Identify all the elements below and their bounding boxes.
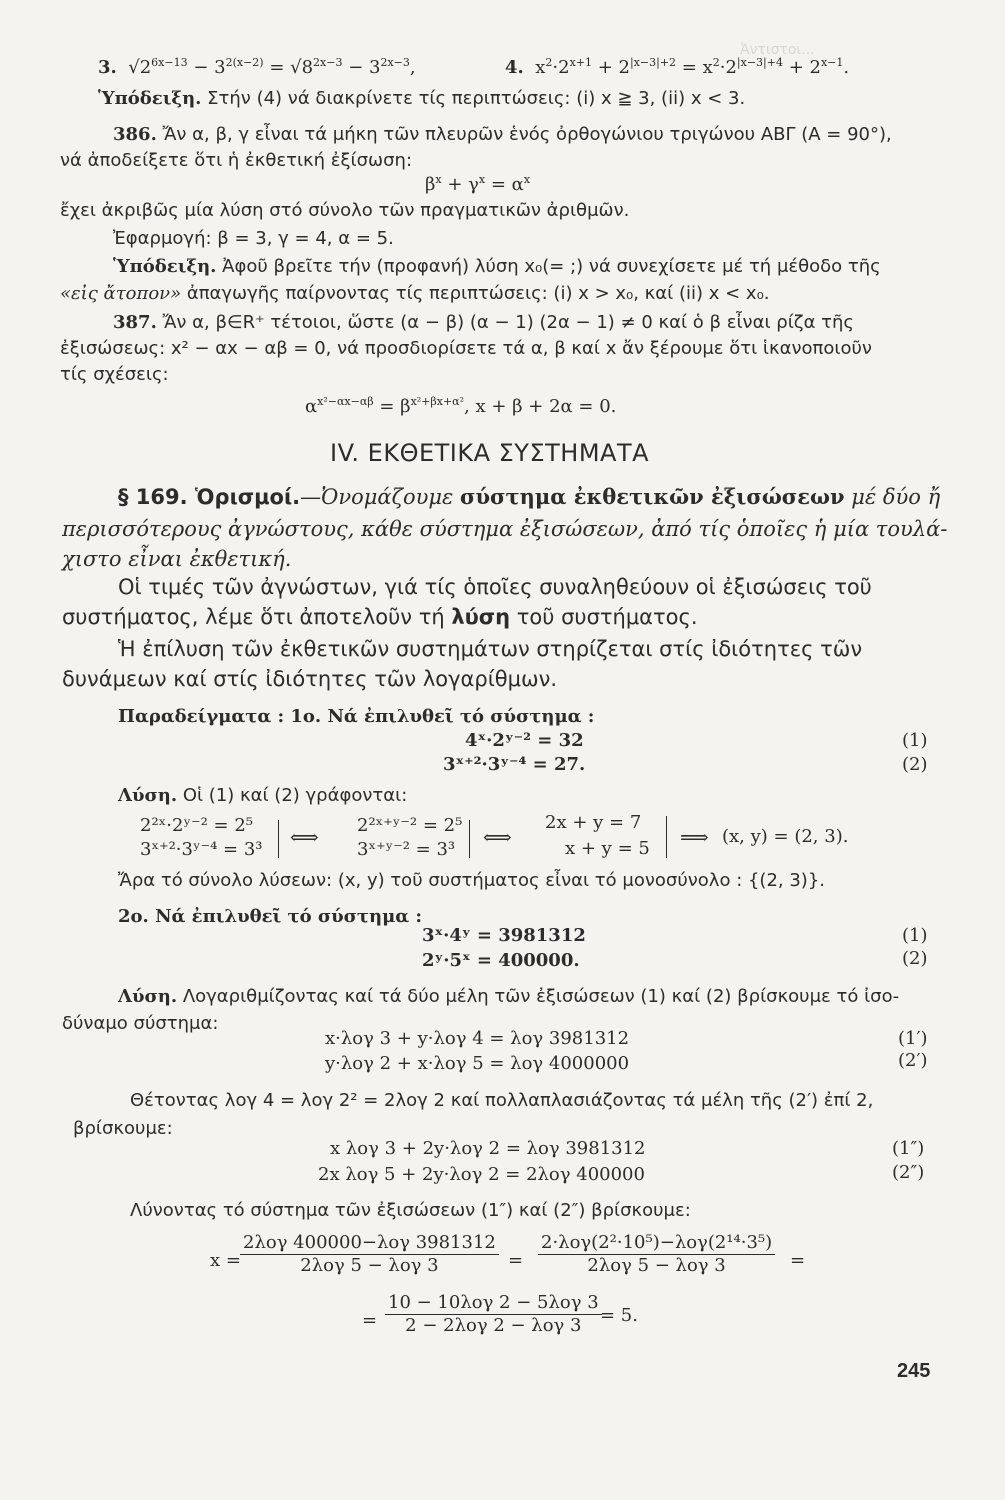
example-1-step2a: 2²ˣ⁺ʸ⁻² = 2⁵ xyxy=(357,815,463,836)
example-2-log-eq2-tag: (2′) xyxy=(898,1050,928,1071)
example-1-step2b: 3ˣ⁺ʸ⁻² = 3³ xyxy=(357,839,456,860)
section-169-def-line2: περισσότερους ἀγνώστους, κάθε σύστημα ἐξισώσεων, ἀπό τίς ὁποῖες ἡ μία τουλά- xyxy=(62,517,948,541)
problem-386: 386. Ἄν α, β, γ εἶναι τά μήκη τῶν πλευρῶν ἑνός ὀρθογώνιου τριγώνου ΑΒΓ (Α = 90°), xyxy=(113,124,892,145)
example-1-step3a: 2x + y = 7 xyxy=(545,812,642,833)
example-2-eq2-tag: (2) xyxy=(902,948,928,969)
iff-arrow: ⟺ xyxy=(290,825,319,849)
example-2-eq1-tag: (1) xyxy=(902,925,928,946)
iff-arrow: ⟺ xyxy=(483,825,512,849)
example-1-eq2-tag: (2) xyxy=(902,754,928,775)
example-2-mult-eq1-tag: (1″) xyxy=(892,1138,925,1159)
example-2-eq2: 2ʸ·5ˣ = 400000. xyxy=(422,950,580,971)
example-1-conclusion: Ἄρα τό σύνολο λύσεων: (x, y) τοῦ συστήματος εἶναι τό μονοσύνολο : {(2, 3)}. xyxy=(118,870,825,891)
right-brace xyxy=(272,820,279,858)
fraction-3: $\frac{\text{10 − 10λογ 2 − 5λογ 3}}{\text{2 − 2λογ 2 − λογ 3}}$ xyxy=(385,1292,602,1337)
equals-sign: = xyxy=(362,1310,378,1331)
exercise-4: 4. $x^2\cdot 2^{x+1} + 2^{|x-3|+2} = x^2\cdot 2^{|x-3|+4} + 2^{x-1}$. xyxy=(505,56,850,78)
problem-386-hint: Ὑπόδειξη. Ἀφοῦ βρεῖτε τήν (προφανή) λύση x₀(= ;) νά συνεχίσετε μέ τή μέθοδο τῆς xyxy=(113,256,881,277)
example-2-mult-eq2-tag: (2″) xyxy=(892,1162,925,1183)
example-1-step1b: 3ˣ⁺²·3ʸ⁻⁴ = 3³ xyxy=(140,839,263,860)
section-169-para1: Οἱ τιμές τῶν ἀγνώστων, γιά τίς ὁποῖες συναληθεύουν οἱ ἐξισώσεις τοῦ xyxy=(118,575,872,599)
example-2-log-eq2: y·λογ 2 + x·λογ 5 = λογ 4000000 xyxy=(325,1053,630,1074)
problem-386-equation: $\beta^x + \gamma^x = \alpha^x$ xyxy=(425,173,531,195)
example-2-log-eq1: x·λογ 3 + y·λογ 4 = λογ 3981312 xyxy=(325,1028,630,1049)
example-2-heading: 2ο. Νά ἐπιλυθεῖ τό σύστημα : xyxy=(118,906,423,927)
problem-386-application: Ἐφαρμογή: β = 3, γ = 4, α = 5. xyxy=(113,228,394,249)
section-169-para1-line2: συστήματος, λέμε ὅτι ἀποτελοῦν τή λύση τοῦ συστήματος. xyxy=(62,605,698,629)
equals-sign: = xyxy=(508,1250,524,1271)
section-169-def-line3: χιστο εἶναι ἐκθετική. xyxy=(62,547,292,571)
example-2-log-eq1-tag: (1′) xyxy=(898,1028,928,1049)
problem-387-line2: ἐξισώσεως: x² − αx − αβ = 0, νά προσδιορίσετε τά α, β καί x ἄν ξέρουμε ὅτι ἱκανοποιοῦν xyxy=(60,338,872,359)
final-result: = 5. xyxy=(600,1305,638,1326)
example-2-solution: Λύση. Λογαριθμίζοντας καί τά δύο μέλη τῶν ἐξισώσεων (1) καί (2) βρίσκουμε τό ἰσο- xyxy=(118,986,900,1007)
bleed-through-text: Ἀντιστοι... xyxy=(740,42,815,58)
x-equals: x = xyxy=(210,1250,241,1271)
example-1-eq2: 3ˣ⁺²·3ʸ⁻⁴ = 27. xyxy=(443,754,586,775)
section-169-heading: § 169. Ὁρισμοί.—Ὀνομάζουμε σύστημα ἐκθετικῶν ἐξισώσεων μέ δύο ἤ xyxy=(118,484,941,509)
exercise-3: 3. $√2^{6x-13} - 3^{2(x-2)} = √8^{2x-3} - 3^{2x-3}$, xyxy=(98,56,416,78)
implies-arrow: ⟹ xyxy=(680,825,709,849)
example-2-eq1: 3ˣ·4ʸ = 3981312 xyxy=(422,925,586,946)
example-1-eq1: 4ˣ·2ʸ⁻² = 32 xyxy=(465,730,584,751)
example-2-solution-line2: δύναμο σύστημα: xyxy=(62,1013,219,1034)
problem-386-line3: ἔχει ἀκριβῶς μία λύση στό σύνολο τῶν πραγματικῶν ἀριθμῶν. xyxy=(60,200,630,221)
problem-386-line2: νά ἀποδείξετε ὅτι ἡ ἐκθετική ἐξίσωση: xyxy=(60,150,413,171)
example-1-heading: Παραδείγματα : 1ο. Νά ἐπιλυθεῖ τό σύστημα : xyxy=(118,706,595,727)
example-2-solve-line: Λύνοντας τό σύστημα τῶν ἐξισώσεων (1″) καί (2″) βρίσκουμε: xyxy=(130,1200,691,1221)
example-1-step1a: 2²ˣ·2ʸ⁻² = 2⁵ xyxy=(140,815,254,836)
example-2-mult-eq1: x λογ 3 + 2y·λογ 2 = λογ 3981312 xyxy=(330,1138,646,1159)
page-number: 245 xyxy=(897,1360,931,1382)
hint-exercise-4: Ὑπόδειξη. Στήν (4) νά διακρίνετε τίς περιπτώσεις: (i) x ≧ 3, (ii) x < 3. xyxy=(98,88,746,109)
example-1-solution: Λύση. Οἱ (1) καί (2) γράφονται: xyxy=(118,785,408,806)
example-2-mult-eq2: 2x λογ 5 + 2y·λογ 2 = 2λογ 400000 xyxy=(318,1164,645,1185)
right-brace xyxy=(463,820,470,858)
section-169-para2-line2: δυνάμεων καί στίς ἰδιότητες τῶν λογαρίθμων. xyxy=(62,667,558,691)
equals-sign: = xyxy=(790,1250,806,1271)
example-1-step3b: x + y = 5 xyxy=(565,838,650,859)
section-169-para2: Ἡ ἐπίλυση τῶν ἐκθετικῶν συστημάτων στηρίζεται στίς ἰδιότητες τῶν xyxy=(118,637,863,661)
fraction-2: $\frac{\text{2·λογ(2²·10⁵)−λογ(2¹⁴·3⁵)}}{\text{2λογ 5 − λογ 3}}$ xyxy=(538,1232,775,1277)
example-1-eq1-tag: (1) xyxy=(902,730,928,751)
problem-387-equation: $\alpha^{x^2-\alpha x-\alpha\beta} = \beta^{x^2+\beta x+\alpha^2}$, x + β + 2α = 0. xyxy=(305,395,617,417)
problem-387-line3: τίς σχέσεις: xyxy=(60,364,169,385)
chapter-heading: IV. ΕΚΘΕΤΙΚΑ ΣΥΣΤΗΜΑΤΑ xyxy=(330,439,650,467)
fraction-1: $\frac{\text{2λογ 400000−λογ 3981312}}{\text{2λογ 5 − λογ 3}}$ xyxy=(240,1232,499,1277)
right-brace xyxy=(660,816,667,858)
problem-387: 387. Ἄν α, β∈R⁺ τέτοιοι, ὥστε (α − β) (α − 1) (2α − 1) ≠ 0 καί ὁ β εἶναι ρίζα τῆς xyxy=(113,312,854,333)
example-1-result: (x, y) = (2, 3). xyxy=(722,826,849,847)
problem-386-hint-line2: «εἰς ἄτοπον» ἀπαγωγῆς παίρνοντας τίς περιπτώσεις: (i) x > x₀, καί (ii) x < x₀. xyxy=(60,283,770,304)
example-2-substitution-line2: βρίσκουμε: xyxy=(73,1118,173,1139)
example-2-substitution: Θέτοντας λογ 4 = λογ 2² = 2λογ 2 καί πολλαπλασιάζοντας τά μέλη τῆς (2′) ἐπί 2, xyxy=(130,1090,874,1111)
